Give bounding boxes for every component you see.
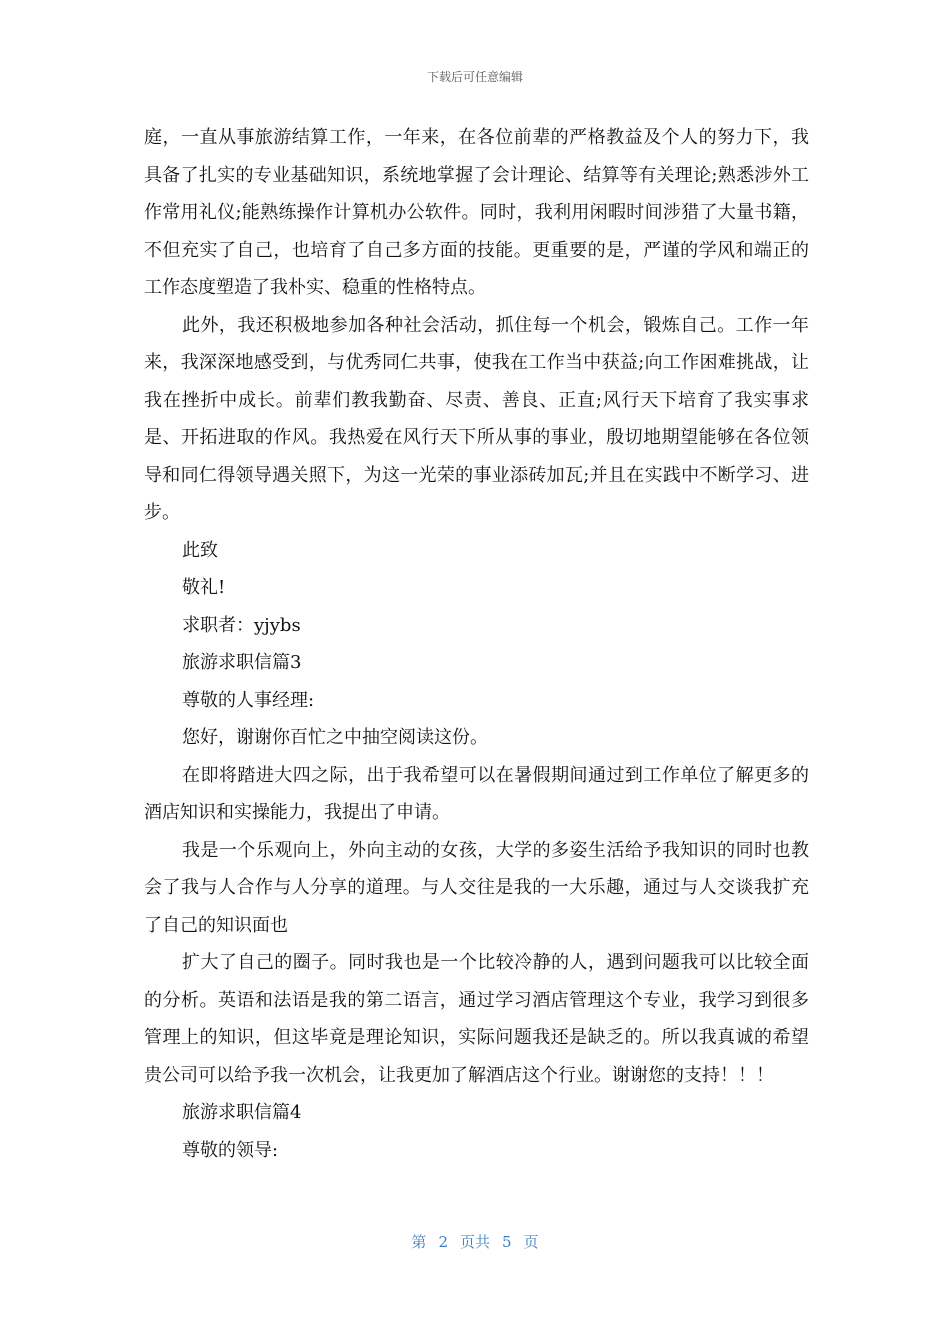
paragraph-continued: 庭，一直从事旅游结算工作，一年来，在各位前辈的严格教益及个人的努力下，我具备了扎实的专业基础知识，系统地掌握了会计理论、结算等有关理论;熟悉涉外工作常用礼仪;能熟练操作计算机办公软件。同时，我利用闲暇时间涉猎了大量书籍，不但充实了自己，也培育了自己多方面的技能。更重要的是，严谨的学风和端正的工作态度塑造了我朴实、稳重的性格特点。 <box>144 127 809 298</box>
paragraph: 您好，谢谢你百忙之中抽空阅读这份。 <box>182 727 488 748</box>
signature-line: 求职者：yjybs <box>182 614 301 636</box>
closing-salutation: 此致 <box>182 539 218 561</box>
page-footer <box>0 1231 950 1252</box>
footer-total-pages: 5 <box>502 1233 512 1251</box>
closing-regards: 敬礼! <box>182 577 226 598</box>
footer-page-number: 2 <box>438 1233 448 1251</box>
section-heading: 旅游求职信篇4 <box>182 1102 302 1123</box>
paragraph: 我是一个乐观向上，外向主动的女孩，大学的多姿生活给予我知识的同时也教会了我与人合作与人分享的道理。与人交往是我的一大乐趣，通过与人交谈我扩充了自己的知识面也 <box>144 839 809 936</box>
paragraph: 此外，我还积极地参加各种社会活动，抓住每一个机会，锻炼自己。工作一年来，我深深地感受到，与优秀同仁共事，使我在工作当中获益;向工作困难挑战，让我在挫折中成长。前辈们教我勤奋、尽责、善良、正直;风行天下培育了我实事求是、开拓进取的作风。我热爱在风行天下所从事的事业，殷切地期望能够在各位领导和同仁得领导遇关照下，为这一光荣的事业添砖加瓦;并且在实践中不断学习、进步。 <box>144 314 809 523</box>
greeting: 尊敬的人事经理: <box>182 689 315 711</box>
document-body <box>144 119 809 1169</box>
greeting: 尊敬的领导: <box>182 1139 279 1161</box>
footer-label-ye-gong: 页共 <box>459 1233 490 1251</box>
paragraph: 扩大了自己的圈子。同时我也是一个比较冷静的人，遇到问题我可以比较全面的分析。英语和法语是我的第二语言，通过学习酒店管理这个专业，我学习到很多管理上的知识，但这毕竟是理论知识，实际问题我还是缺乏的。所以我真诚的希望贵公司可以给予我一次机会，让我更加了解酒店这个行业。谢谢您的支持！！！ <box>144 952 809 1086</box>
paragraph: 在即将踏进大四之际，出于我希望可以在暑假期间通过到工作单位了解更多的酒店知识和实操能力，我提出了申请。 <box>144 764 809 823</box>
footer-label-ye: 页 <box>523 1233 539 1251</box>
footer-label-di: 第 <box>411 1233 427 1251</box>
section-heading: 旅游求职信篇3 <box>182 652 302 673</box>
page-header: 下载后可任意编辑 <box>426 70 523 84</box>
